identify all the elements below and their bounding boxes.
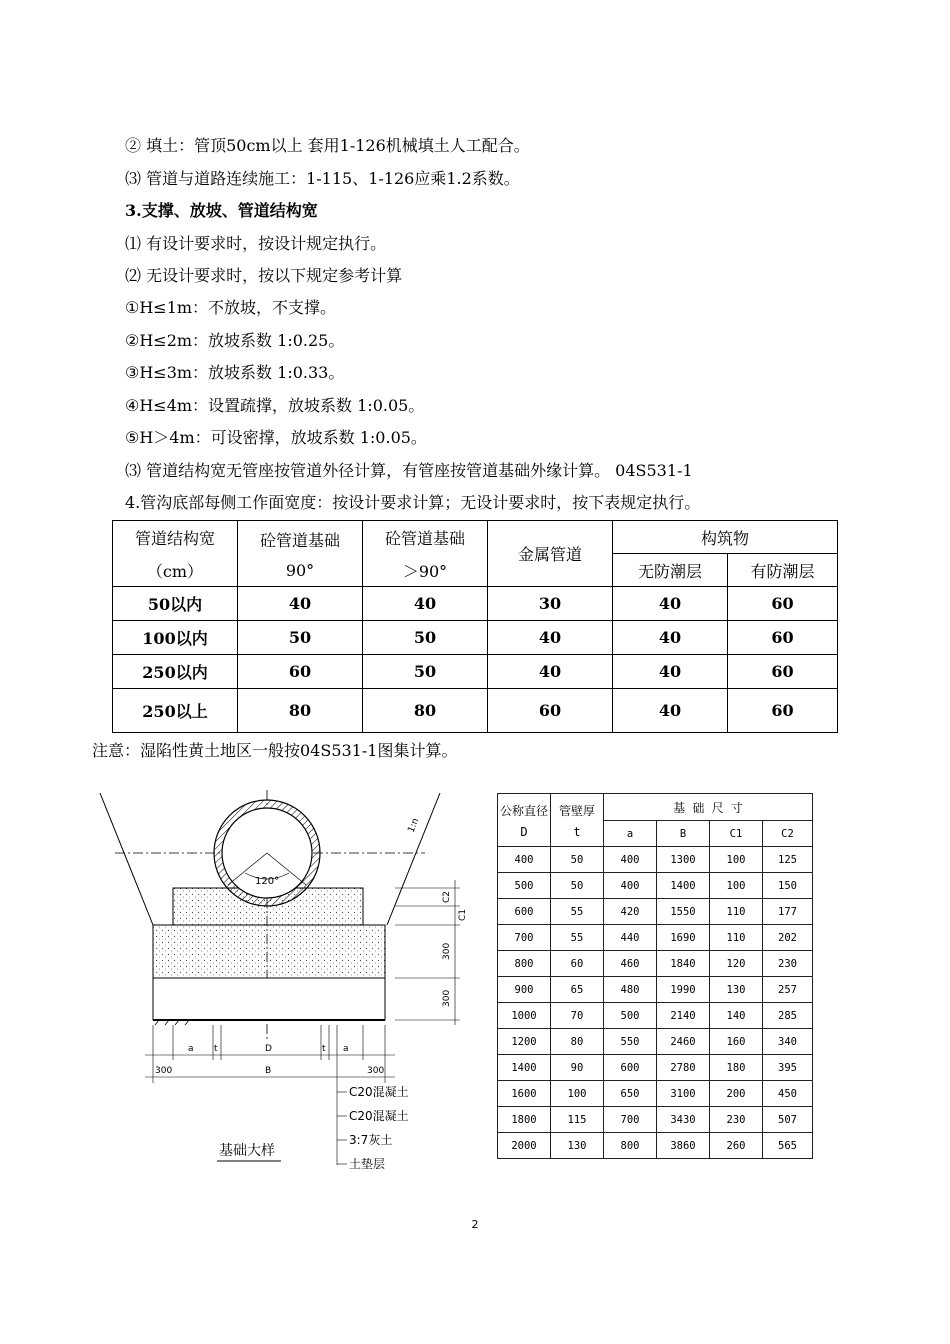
- dim-c1: C1: [458, 908, 468, 921]
- dim-a-left: a: [188, 1044, 194, 1054]
- table-row: 1400 90 600 2780 180 395: [498, 1055, 813, 1081]
- table-row: 250以内 60 50 40 40 60: [113, 655, 838, 689]
- legend-lime-soil: 3:7灰土: [349, 1133, 393, 1147]
- header-no-moisture: 无防潮层: [613, 554, 728, 587]
- text-line-width: ⑶ 管道结构宽无管座按管道外径计算，有管座按管道基础外缘计算。 04S531-1: [125, 461, 693, 480]
- dim-a-right: a: [343, 1044, 349, 1054]
- page-number: 2: [471, 1218, 479, 1231]
- header-structure-width: 管道结构宽 （cm）: [113, 521, 238, 587]
- work-width-table: [112, 520, 838, 733]
- text-line-h5: ⑤H＞4m：可设密撑，放坡系数 1:0.05。: [125, 428, 427, 447]
- header-structure: 构筑物: [613, 521, 838, 554]
- foundation-detail-drawing: [95, 785, 475, 1185]
- header-wall-thickness: 管壁厚 t: [551, 794, 604, 847]
- text-line-fill: ② 填土：管顶50cm以上 套用1-126机械填土人工配合。: [125, 136, 530, 155]
- text-line-nodesign: ⑵ 无设计要求时，按以下规定参考计算: [125, 266, 403, 285]
- dim-300-left: 300: [155, 1066, 173, 1076]
- header-nominal-diameter: 公称直径 D: [498, 794, 551, 847]
- legend-c20-1: C20混凝土: [349, 1085, 409, 1099]
- header-concrete-90: 砼管道基础 90°: [238, 521, 363, 587]
- table-row: 1800 115 700 3430 230 507: [498, 1107, 813, 1133]
- dim-b: B: [265, 1066, 272, 1076]
- dim-t-left: t: [214, 1044, 218, 1054]
- table-row: 1000 70 500 2140 140 285: [498, 1003, 813, 1029]
- drawing-title: 基础大样: [219, 1143, 275, 1159]
- dim-300-upper: 300: [442, 942, 452, 960]
- table-row: 400 50 400 1300 100 125: [498, 847, 813, 873]
- dim-t-right: t: [322, 1044, 326, 1054]
- table-row: 2000 130 800 3860 260 565: [498, 1133, 813, 1159]
- text-line-h1: ①H≤1m：不放坡，不支撑。: [125, 298, 337, 317]
- note-loess: 注意：湿陷性黄土地区一般按04S531-1图集计算。: [92, 741, 458, 760]
- table-row: 600 55 420 1550 110 177: [498, 899, 813, 925]
- header-concrete-gt90: 砼管道基础 ＞90°: [363, 521, 488, 587]
- legend-soil-cushion: 土垫层: [349, 1157, 386, 1171]
- dim-c2: C2: [442, 890, 452, 903]
- table-row: 700 55 440 1690 110 202: [498, 925, 813, 951]
- header-metal-pipe: 金属管道: [488, 521, 613, 587]
- section-heading-4: 4.管沟底部每侧工作面宽度：按设计要求计算；无设计要求时，按下表规定执行。: [125, 493, 701, 512]
- section-heading-3: 3.支撑、放坡、管道结构宽: [125, 201, 318, 220]
- angle-label: 120°: [255, 876, 280, 887]
- table-row: 800 60 460 1840 120 230: [498, 951, 813, 977]
- base-layer-lower: [153, 978, 385, 1020]
- table-row: 900 65 480 1990 130 257: [498, 977, 813, 1003]
- text-line-h2: ②H≤2m：放坡系数 1:0.25。: [125, 331, 345, 350]
- table-row: 500 50 400 1400 100 150: [498, 873, 813, 899]
- text-line-h3: ③H≤3m：放坡系数 1:0.33。: [125, 363, 345, 382]
- header-with-moisture: 有防潮层: [728, 554, 838, 587]
- text-line-road: ⑶ 管道与道路连续施工：1-115、1-126应乘1.2系数。: [125, 169, 520, 188]
- foundation-spec-table: 公称直径 D 管壁厚 t 基 础 尺 寸 a B C1 C2 400 50 400 1300 100 125 500 50 400 1400 100 150 600 55 420 1550 110 177 700 55 440 1690 110 202 800 60 460 1840 120 230 900 65 480 1990 130 257 1000 70 500 2140 140 285 1200 80 550 2460 160 340 1400 90 600 2780 180 395 1600 100 650 3100 200 450 1800 115 700 3430 230 507 2000 130 800 3860 260 565: [497, 793, 813, 1159]
- table-row: 100以内 50 50 40 40 60: [113, 621, 838, 655]
- dim-d: D: [265, 1044, 272, 1054]
- legend-c20-2: C20混凝土: [349, 1109, 409, 1123]
- text-line-design: ⑴ 有设计要求时，按设计规定执行。: [125, 234, 387, 253]
- header-foundation-size: 基 础 尺 寸: [604, 794, 813, 821]
- text-line-h4: ④H≤4m：设置疏撑，放坡系数 1:0.05。: [125, 396, 425, 415]
- dim-300-lower: 300: [442, 989, 452, 1007]
- base-layer-upper: [153, 925, 385, 978]
- table-row: 250以上 80 80 60 40 60: [113, 689, 838, 733]
- slope-label: 1:n: [406, 816, 422, 835]
- table-row: 50以内 40 40 30 40 60: [113, 587, 838, 621]
- table-row: 1600 100 650 3100 200 450: [498, 1081, 813, 1107]
- table-row: 1200 80 550 2460 160 340: [498, 1029, 813, 1055]
- dim-300-right: 300: [367, 1066, 385, 1076]
